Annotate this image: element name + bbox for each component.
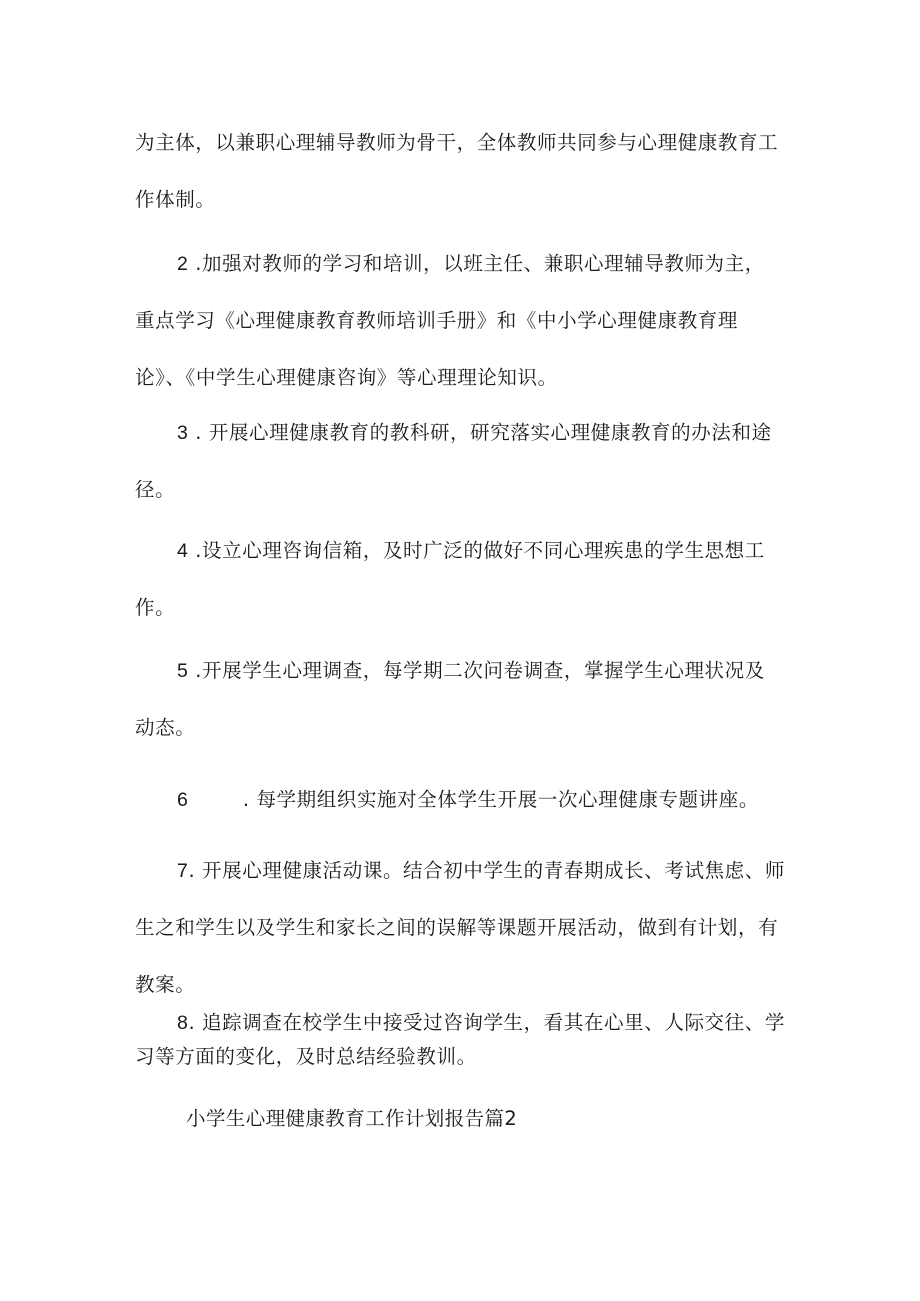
paragraph-1 [135,114,785,228]
paragraph-line [177,1006,785,1040]
paragraph-line: 为主体，以兼职心理辅导教师为骨干，全体教师共同参与心理健康教育工 [135,131,779,154]
section-heading: 小学生心理健康教育工作计划报告篇2 [186,1107,518,1130]
list-item-3 [135,404,785,518]
paragraph-line: 论》、《中学生心理健康咨询》等心理理论知识。 [135,366,558,389]
item-number: 4 [177,540,189,562]
item-number: 6 [177,789,189,811]
paragraph-line [177,404,785,461]
paragraph-line: 重点学习《心理健康教育教师培训手册》和《中小学心理健康教育理 [135,309,739,332]
item-number: 7 [177,860,189,882]
paragraph-line [177,522,785,579]
paragraph-line: 生之和学生以及学生和家长之间的误解等课题开展活动，做到有计划，有 [135,916,779,939]
item-text: .设立心理咨询信箱，及时广泛的做好不同心理疾患的学生思想工 [188,539,765,562]
item-number: 8 [177,1012,189,1034]
paragraph-line: 作。 [135,596,176,619]
list-item-8 [135,1006,785,1074]
list-item-2 [135,235,785,406]
paragraph-line: 教案。 [135,973,196,996]
item-text: . 开展心理健康教育的教科研，研究落实心理健康教育的办法和途 [188,421,772,444]
list-item-6 [135,771,785,828]
paragraph-line: 习等方面的变化，及时总结经验教训。 [135,1045,477,1068]
item-text: . 追踪调查在校学生中接受过咨询学生，看其在心里、人际交往、学 [188,1011,785,1034]
item-text: . 开展心理健康活动课。结合初中学生的青春期成长、考试焦虑、师 [188,859,785,882]
item-number: 3 [177,422,189,444]
paragraph-line [177,771,785,828]
list-item-5 [135,642,785,756]
item-text: . 每学期组织实施对全体学生开展一次心理健康专题讲座。 [188,788,759,811]
item-text: .加强对教师的学习和培训，以班主任、兼职心理辅导教师为主， [188,252,765,275]
list-item-7 [135,842,785,1013]
paragraph-line: 动态。 [135,716,196,739]
item-number: 2 [177,253,189,275]
list-item-4 [135,522,785,636]
paragraph-line: 作体制。 [135,188,216,211]
paragraph-line [177,235,785,292]
paragraph-line [177,842,785,899]
item-text: .开展学生心理调查，每学期二次问卷调查，掌握学生心理状况及 [188,659,765,682]
item-number: 5 [177,660,189,682]
paragraph-line: 径。 [135,478,176,501]
paragraph-line [177,642,785,699]
